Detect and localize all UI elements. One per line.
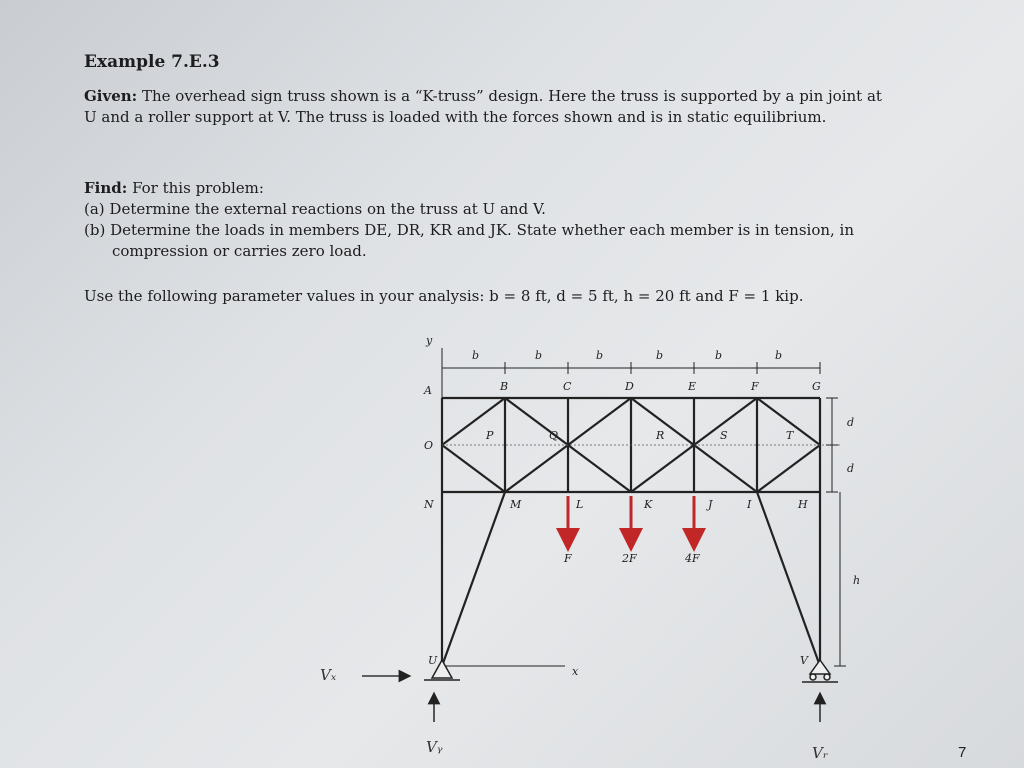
dimension-b [442,362,820,374]
node-E: E [688,380,697,393]
load-2F: 2F [622,552,637,565]
applied-loads [568,496,694,540]
given-text: The overhead sign truss shown is a “K-truss” design. Here the truss is supported by a pin joint at U and a roller support at V. The truss is loaded with the forces shown and is in static equilibrium. [84,87,882,126]
d-label-1: d [847,416,855,429]
find-intro: For this problem: [132,179,264,197]
given-paragraph [84,86,884,128]
node-H: H [798,498,808,511]
node-K: K [644,498,653,511]
parameter-values: Use the following parameter values in your analysis: b = 8 ft, d = 5 ft, h = 20 ft and F = 1 kip. [84,287,804,305]
example-heading: Example 7.E.3 [84,52,220,72]
find-item-a: (a) Determine the external reactions on the truss at U and V. [84,200,546,218]
b-label-6: b [775,349,783,362]
axis-x-label: x [572,665,579,678]
axis-y-label: y [426,334,433,347]
b-label-2: b [535,349,543,362]
node-J: J [708,498,713,511]
handwritten-vr: Vᵣ [812,744,829,762]
node-O: O [424,439,434,452]
b-label-3: b [596,349,604,362]
node-P: P [486,429,494,442]
node-B: B [500,380,509,393]
node-L: L [576,498,584,511]
find-label: Find: [84,179,128,197]
node-N: N [424,498,434,511]
node-V: V [800,654,808,667]
page-number: 7 [958,744,967,761]
handwritten-reactions [362,676,820,722]
node-D: D [625,380,634,393]
h-label: h [853,574,861,587]
node-A: A [424,384,432,397]
load-4F: 4F [685,552,700,565]
node-T: T [786,429,794,442]
k-truss-diagram [300,330,900,768]
node-F: F [751,380,759,393]
node-C: C [563,380,572,393]
load-F: F [564,552,572,565]
b-label-5: b [715,349,723,362]
handwritten-vy: Vᵧ [426,738,443,756]
b-label-4: b [656,349,664,362]
find-intro-line [84,178,884,199]
node-R: R [656,429,665,442]
node-I: I [747,498,752,511]
node-G: G [812,380,821,393]
node-M: M [510,498,522,511]
find-item-b: (b) Determine the loads in members DE, DR, KR and JK. State whether each member is in tension, in compression or carries zero load. [84,221,855,260]
handwritten-vx: Vₓ [320,666,337,684]
given-label: Given: [84,87,138,105]
node-Q: Q [549,429,559,442]
node-U: U [428,654,438,667]
node-S: S [720,429,728,442]
b-label-1: b [472,349,480,362]
dimension-d-h [826,398,846,666]
d-label-2: d [847,462,855,475]
find-section [84,178,884,262]
